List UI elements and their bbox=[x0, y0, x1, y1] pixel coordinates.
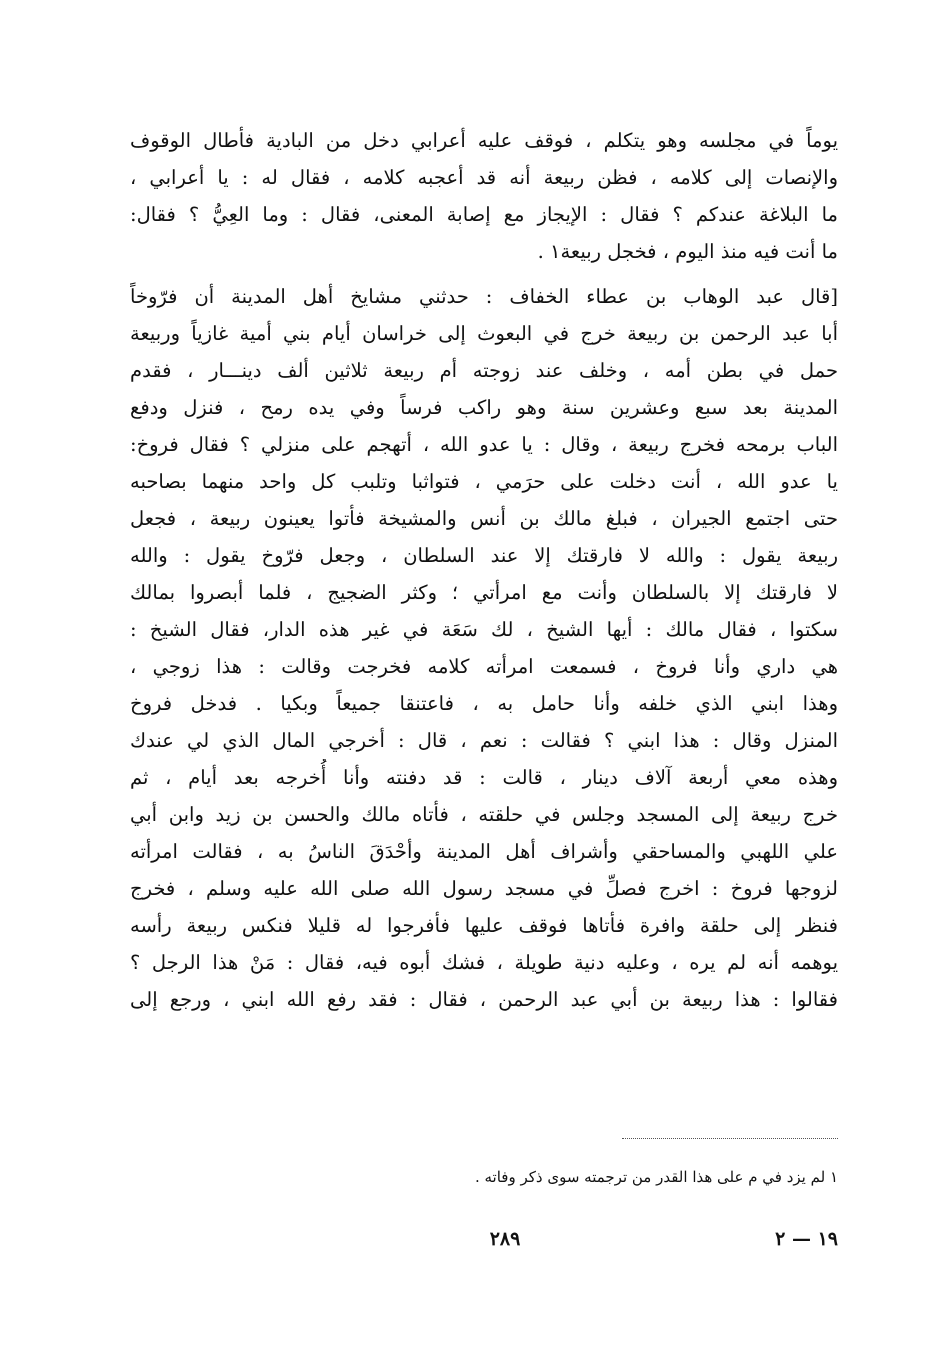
text-line: الباب برمحه فخرج ربيعة ، وقال : يا عدو الله ، أتهجم على منزلي ؟ فقال فروخ: bbox=[130, 433, 838, 456]
text-line: أبا عبد الرحمن بن ربيعة خرج في البعوث إلى خراسان أيام بني أمية غازياً وربيعة bbox=[130, 322, 838, 345]
text-line: وهذه معي أربعة آلاف دينار ، قالت : قد دفنته وأنا أُخرجه بعد أيام ، ثم bbox=[130, 766, 838, 789]
page-number: ٢٨٩ bbox=[489, 1228, 521, 1250]
text-line: ما البلاغة عندكم ؟ فقال : الإيجاز مع إصابة المعنى، فقال : وما العِيُّ ؟ فقال: bbox=[130, 203, 838, 226]
text-line: يوماً في مجلسه وهو يتكلم ، فوقف عليه أعرابي دخل من البادية فأطال الوقوف bbox=[130, 129, 838, 152]
text-line: حتى اجتمع الجيران ، فبلغ مالك بن أنس والمشيخة فأتوا يعينون ربيعة ، فجعل bbox=[130, 507, 838, 530]
footnote-divider bbox=[622, 1138, 838, 1139]
text-line: المدينة بعد سبع وعشرين سنة وهو راكب فرساً وفي يده رمح ، فنزل ودفع bbox=[130, 396, 838, 419]
text-line: [قال عبد الوهاب بن عطاء الخفاف : حدثني مشايخ أهل المدينة أن فرّوخاً bbox=[130, 285, 838, 308]
paragraph-1 bbox=[130, 122, 838, 270]
paragraph-2 bbox=[130, 278, 838, 1018]
text-line: والإنصات إلى كلامه ، فظن ربيعة أنه قد أعجبه كلامه ، فقال له : يا أعرابي ، bbox=[130, 166, 838, 189]
text-line: حمل في بطن أمه ، وخلف عند زوجته أم ربيعة ثلاثين ألف دينـــار ، فقدم bbox=[130, 359, 838, 382]
main-text bbox=[130, 122, 838, 1018]
page-footer bbox=[130, 1222, 838, 1256]
text-line: سكتوا ، فقال مالك : أيها الشيخ ، لك سَعَة في غير هذه الدار، فقال الشيخ : bbox=[130, 618, 838, 641]
text-line: المنزل وقال : هذا ابني ؟ فقالت : نعم ، قال : أخرجي المال الذي لي عندك bbox=[130, 729, 838, 752]
text-line: فقالوا : هذا ربيعة بن أبي عبد الرحمن ، فقال : فقد رفع الله ابني ، ورجع إلى bbox=[130, 988, 838, 1011]
text-line: يا عدو الله ، أنت دخلت على حرَمي ، فتواثبا وتلبب كل واحد منهما بصاحبه bbox=[130, 470, 838, 493]
text-line: وهذا ابني الذي خلفه وأنا حامل به ، فاعتنقا جميعاً وبكيا . فدخل فروخ bbox=[130, 692, 838, 715]
text-line: فنظر إلى حلقة وافرة فأتاها فوقف عليها فأفرجوا له قليلا فنكس ربيعة رأسه bbox=[130, 914, 838, 937]
text-line: هي داري وأنا فروخ ، فسمعت امرأته كلامه فخرجت وقالت : هذا زوجي ، bbox=[130, 655, 838, 678]
text-line: ما أنت فيه منذ اليوم ، فخجل ربيعة١ . bbox=[537, 240, 838, 263]
signature-mark: ١٩ — ٢ bbox=[775, 1228, 838, 1250]
text-line: ربيعة يقول : والله لا فارقتك إلا عند السلطان ، وجعل فرّوخ يقول : والله bbox=[130, 544, 838, 567]
text-line: لا فارقتك إلا بالسلطان وأنت مع امرأتي ؛ وكثر الضجيج ، فلما أبصروا بمالك bbox=[130, 581, 838, 604]
text-line: علي اللهبي والمساحقي وأشراف أهل المدينة وأحْدَقَ الناسُ به ، فقالت امرأته bbox=[130, 840, 838, 863]
text-line: خرج ربيعة إلى المسجد وجلس في حلقته ، فأتاه مالك والحسن بن زيد وابن أبي bbox=[130, 803, 838, 826]
text-line: لزوجها فروخ : اخرج فصلِّ في مسجد رسول الله صلى الله عليه وسلم ، فخرج bbox=[130, 877, 838, 900]
text-line: يوهمه أنه لم يره ، وعليه دنية طويلة ، فشك أبوه فيه، فقال : مَنْ هذا الرجل ؟ bbox=[130, 951, 838, 974]
footnote: ١ لم يزد في م على هذا القدر من ترجمته سوى ذكر وفاته . bbox=[474, 1168, 838, 1186]
paragraph-gap bbox=[130, 270, 838, 278]
